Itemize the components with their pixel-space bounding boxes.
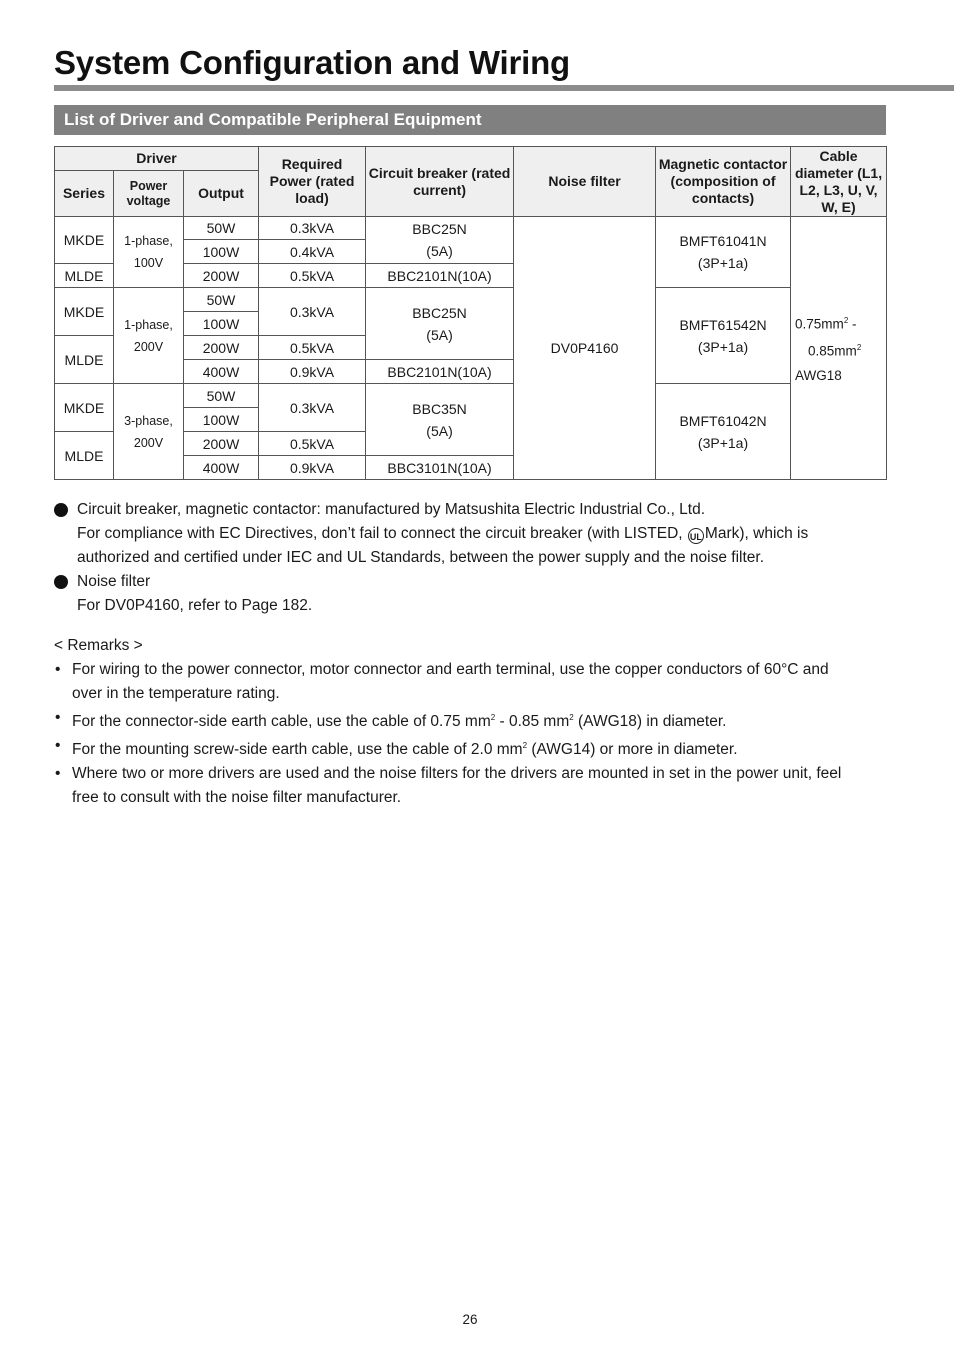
breaker-cell (366, 217, 514, 264)
contactor-model: BMFT61542N (679, 316, 767, 333)
remark-item (54, 658, 884, 706)
cable-line3: AWG18 (795, 367, 842, 383)
series-cell: MKDE (55, 384, 114, 432)
output-cell: 50W (184, 384, 259, 408)
power-cell: 0.4kVA (259, 240, 366, 264)
cable-line1: 0.75mm (795, 316, 844, 331)
contactor-model: BMFT61042N (679, 412, 767, 429)
bullet-dot-icon (54, 575, 68, 589)
note-text: authorized and certified under IEC and UL Standards, between the power supply and the noise filter. (77, 549, 765, 566)
output-cell: 100W (184, 408, 259, 432)
remark-text: free to consult with the noise filter manufacturer. (72, 789, 402, 807)
series-cell: MKDE (55, 288, 114, 336)
breaker-cell: BBC2101N(10A) (366, 264, 514, 288)
header-cable-diameter: Cable diameter (L1, L2, L3, U, V, W, E) (791, 147, 887, 217)
note-text: Circuit breaker, magnetic contactor: manufactured by Matsushita Electric Industrial Co., Ltd. (77, 501, 706, 518)
remark-item (54, 762, 884, 810)
power-cell: 0.9kVA (259, 360, 366, 384)
remark-text: (AWG14) or more in diameter. (527, 741, 738, 759)
table-row (55, 217, 887, 240)
output-cell: 400W (184, 360, 259, 384)
superscript: 2 (569, 713, 574, 722)
output-cell: 100W (184, 312, 259, 336)
remarks-section (54, 634, 884, 810)
header-magnetic-contactor: Magnetic contactor (composition of contacts) (656, 147, 791, 217)
breaker-model: BBC25N (412, 221, 467, 237)
output-cell: 100W (184, 240, 259, 264)
header-series: Series (55, 171, 114, 217)
contactor-cell (656, 384, 791, 480)
page-title: System Configuration and Wiring (54, 44, 571, 81)
header-noise-filter: Noise filter (514, 147, 656, 217)
output-cell: 50W (184, 288, 259, 312)
ul-mark-icon: UL (688, 528, 704, 544)
remark-item (54, 706, 884, 734)
title-underline (54, 85, 954, 91)
section-header: List of Driver and Compatible Peripheral Equipment (54, 105, 886, 135)
output-cell: 50W (184, 217, 259, 240)
header-power-voltage: Power voltage (114, 171, 184, 217)
series-cell: MLDE (55, 264, 114, 288)
table-row (55, 384, 887, 408)
bullet-icon: • (55, 737, 61, 755)
remark-text: For the connector-side earth cable, use the cable of 0.75 mm (72, 713, 491, 731)
voltage-cell: 1-phase, 100V (114, 217, 184, 288)
equipment-table (54, 146, 887, 480)
breaker-cell (366, 384, 514, 456)
contactor-contacts: (3P+1a) (697, 255, 749, 271)
power-cell: 0.5kVA (259, 432, 366, 456)
remark-text: Where two or more drivers are used and the noise filters for the drivers are mounted in set in the power unit, feel (72, 765, 842, 783)
voltage-cell: 3-phase, 200V (114, 384, 184, 480)
header-driver: Driver (55, 147, 259, 171)
bullet-icon: • (55, 709, 61, 726)
bullet-icon: • (55, 765, 61, 783)
breaker-cell (366, 288, 514, 360)
remark-text: over in the temperature rating. (72, 685, 280, 702)
note-circuit-breaker (54, 498, 884, 522)
power-cell: 0.5kVA (259, 336, 366, 360)
superscript: 2 (490, 713, 496, 722)
breaker-cell: BBC2101N(10A) (366, 360, 514, 384)
series-cell: MLDE (55, 336, 114, 384)
contactor-contacts: (3P+1a) (697, 338, 749, 355)
notes-section (54, 498, 884, 618)
bullet-dot-icon (54, 503, 68, 517)
header-circuit-breaker: Circuit breaker (rated current) (366, 147, 514, 217)
table-row (55, 288, 887, 312)
breaker-current: (5A) (426, 243, 453, 259)
superscript: 2 (522, 741, 528, 751)
series-cell: MLDE (55, 432, 114, 480)
power-cell: 0.9kVA (259, 456, 366, 480)
breaker-current: (5A) (426, 326, 453, 343)
breaker-model: BBC35N (412, 400, 467, 417)
breaker-model: BBC25N (412, 304, 467, 321)
remark-item (54, 734, 884, 762)
note-text-part: Mark), which is (704, 525, 809, 542)
contactor-contacts: (3P+1a) (697, 434, 749, 451)
page-number: 26 (462, 1312, 478, 1327)
remark-text: (AWG18) in diameter. (573, 713, 727, 731)
breaker-current: (5A) (426, 422, 453, 439)
cable-line2: 0.85mm (808, 343, 857, 359)
header-output: Output (184, 171, 259, 217)
bullet-icon: • (55, 661, 61, 678)
note-text: For DV0P4160, refer to Page 182. (77, 597, 313, 614)
series-cell: MKDE (55, 217, 114, 264)
note-text: Noise filter (77, 573, 151, 590)
cable-sup2: 2 (856, 343, 862, 352)
power-cell: 0.5kVA (259, 264, 366, 288)
contactor-cell (656, 288, 791, 384)
note-text-part: For compliance with EC Directives, don’t fail to connect the circuit breaker (with LISTED, (77, 525, 683, 542)
power-cell: 0.3kVA (259, 288, 366, 336)
contactor-cell (656, 217, 791, 288)
remark-text: For the mounting screw-side earth cable, use the cable of 2.0 mm (72, 741, 523, 759)
remark-text: - 0.85 mm (495, 713, 570, 731)
contactor-model: BMFT61041N (679, 233, 767, 249)
remark-text: For wiring to the power connector, motor connector and earth terminal, use the copper conductors of 60°C and (72, 661, 829, 678)
noise-filter-cell: DV0P4160 (514, 217, 656, 480)
output-cell: 400W (184, 456, 259, 480)
cable-sup1: 2 (843, 315, 849, 325)
remarks-heading: < Remarks > (54, 637, 143, 654)
note-noise-filter (54, 570, 884, 594)
voltage-cell: 1-phase, 200V (114, 288, 184, 384)
cable-line1-suffix: - (848, 316, 857, 331)
output-cell: 200W (184, 264, 259, 288)
cable-diameter-cell (791, 217, 887, 480)
output-cell: 200W (184, 336, 259, 360)
breaker-cell: BBC3101N(10A) (366, 456, 514, 480)
header-required-power: Required Power (rated load) (259, 147, 366, 217)
power-cell: 0.3kVA (259, 384, 366, 432)
output-cell: 200W (184, 432, 259, 456)
note-text (54, 522, 884, 546)
power-cell: 0.3kVA (259, 217, 366, 240)
